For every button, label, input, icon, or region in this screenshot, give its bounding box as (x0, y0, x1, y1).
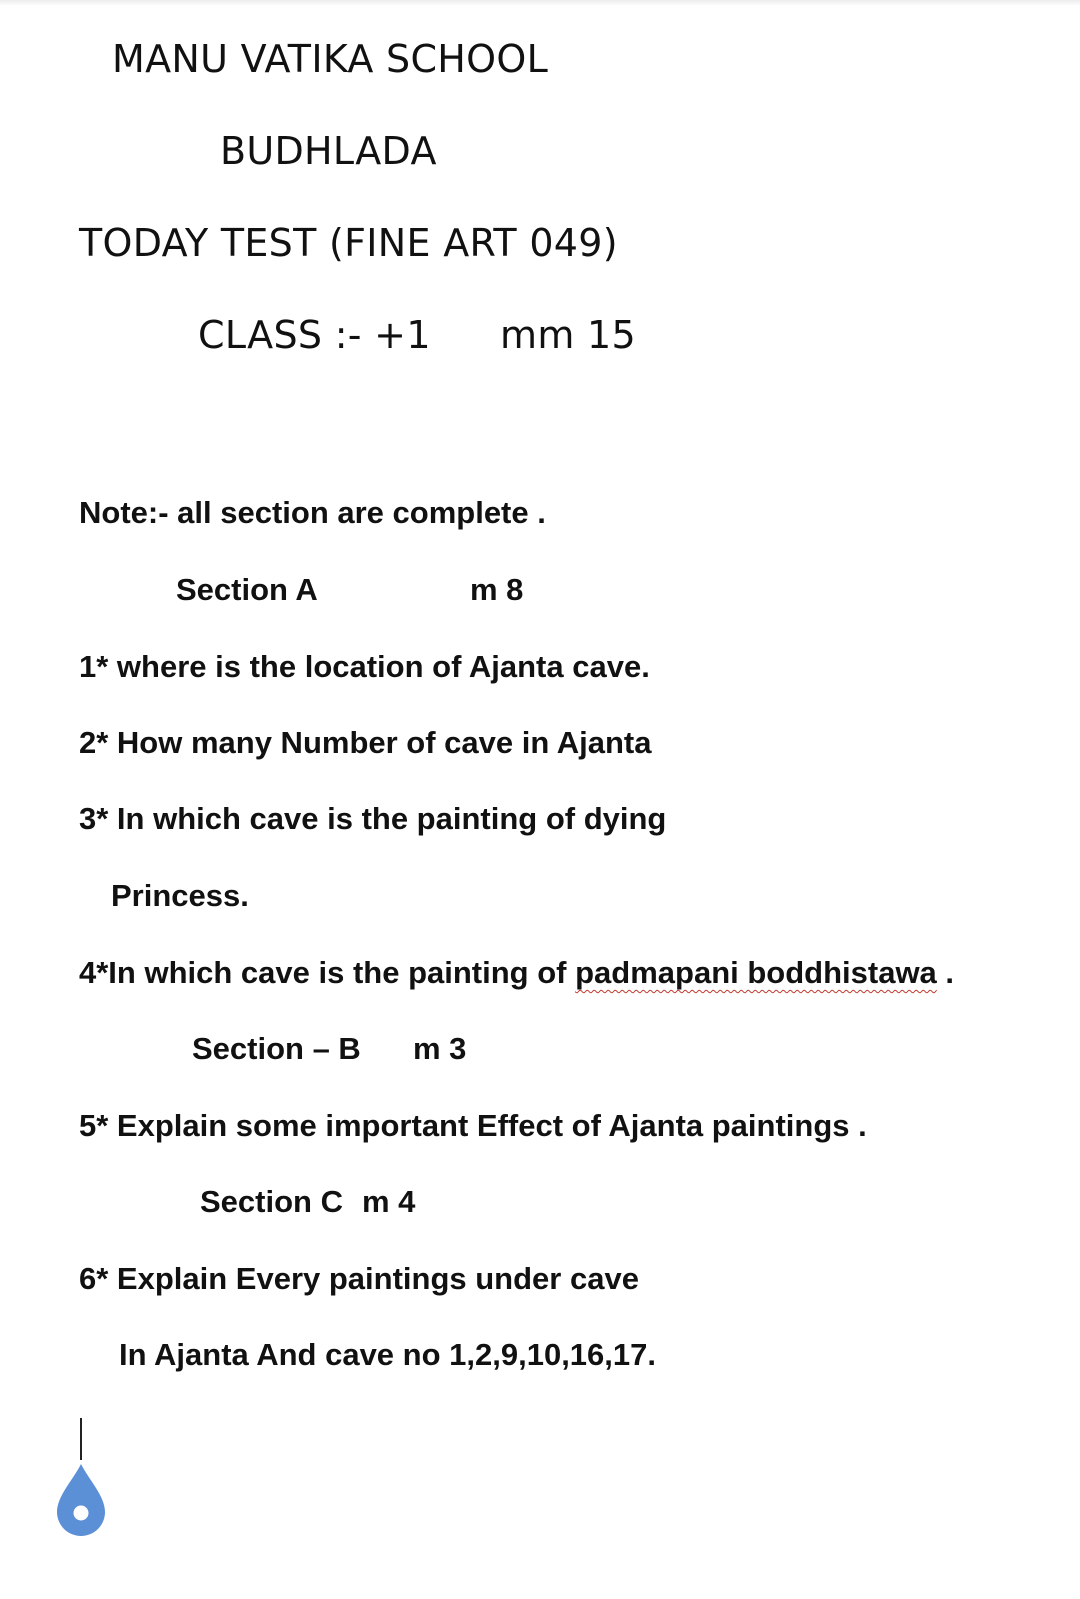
handle-center-dot (74, 1506, 89, 1521)
question-3-line-2: Princess. (111, 878, 249, 913)
question-4 (79, 957, 954, 988)
question-5: 5* Explain some important Effect of Ajanta paintings . (79, 1108, 867, 1143)
question-6-line-2: In Ajanta And cave no 1,2,9,10,16,17. (119, 1337, 656, 1372)
section-a-marks: m 8 (470, 572, 524, 607)
question-3-line-1: 3* In which cave is the painting of dying (79, 801, 667, 836)
school-name: MANU VATIKA SCHOOL (112, 37, 549, 81)
max-marks: mm 15 (500, 313, 636, 357)
spellcheck-flagged-word[interactable]: padmapani boddhistawa (575, 955, 937, 990)
section-a-title: Section A (176, 572, 318, 607)
question-6-line-1: 6* Explain Every paintings under cave (79, 1261, 639, 1296)
question-4-prefix: 4*In which cave is the painting of (79, 955, 576, 990)
instruction-note: Note:- all section are complete . (79, 495, 546, 530)
school-town: BUDHLADA (220, 129, 437, 173)
selection-handle-icon[interactable] (55, 1462, 107, 1537)
handle-drop-shape (57, 1464, 105, 1536)
top-edge-shadow (0, 0, 1080, 6)
text-cursor-icon (80, 1418, 82, 1460)
section-b-marks: m 3 (413, 1031, 467, 1066)
question-4-suffix: . (936, 955, 955, 990)
section-c-marks: m 4 (362, 1184, 416, 1219)
question-2: 2* How many Number of cave in Ajanta (79, 725, 652, 760)
section-c-title: Section C (200, 1184, 343, 1219)
test-title: TODAY TEST (FINE ART 049) (79, 221, 618, 265)
class-label: CLASS :- +1 (198, 313, 431, 357)
question-1: 1* where is the location of Ajanta cave. (79, 649, 650, 684)
section-b-title: Section – B (192, 1031, 361, 1066)
